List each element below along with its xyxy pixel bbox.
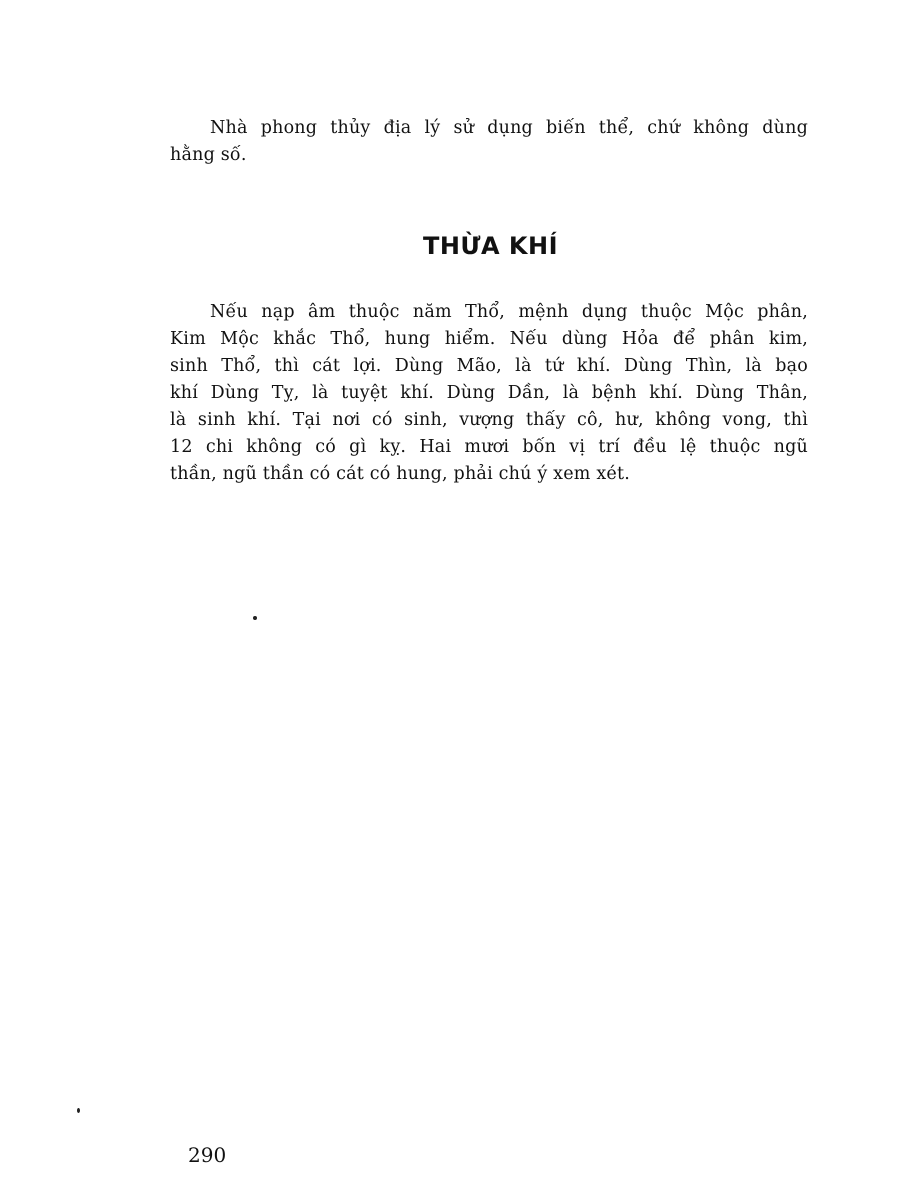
page-number: 290 [188,1143,227,1167]
body-paragraph-line-7: thần, ngũ thần có cát có hung, phải chú ý xem xét. [170,464,630,484]
section-heading: THỪA KHÍ [422,232,559,260]
scan-speck [77,1108,80,1113]
body-paragraph-line-3: sinh Thổ, thì cát lợi. Dùng Mão, là tứ khí. Dùng Thìn, là bạo [170,356,808,376]
body-paragraph-line-1: Nếu nạp âm thuộc năm Thổ, mệnh dụng thuộc Mộc phân, [210,302,808,322]
body-paragraph-line-6: 12 chi không có gì kỵ. Hai mươi bốn vị trí đều lệ thuộc ngũ [170,437,808,457]
body-paragraph-line-2: Kim Mộc khắc Thổ, hung hiểm. Nếu dùng Hỏa để phân kim, [170,329,808,349]
scan-speck [253,616,257,620]
body-paragraph-line-4: khí Dùng Tỵ, là tuyệt khí. Dùng Dần, là bệnh khí. Dùng Thân, [170,383,808,403]
intro-paragraph-line-1: Nhà phong thủy địa lý sử dụng biến thể, chứ không dùng [210,118,808,138]
body-paragraph-line-5: là sinh khí. Tại nơi có sinh, vượng thấy cô, hư, không vong, thì [170,410,808,430]
intro-paragraph-line-2: hằng số. [170,145,247,165]
